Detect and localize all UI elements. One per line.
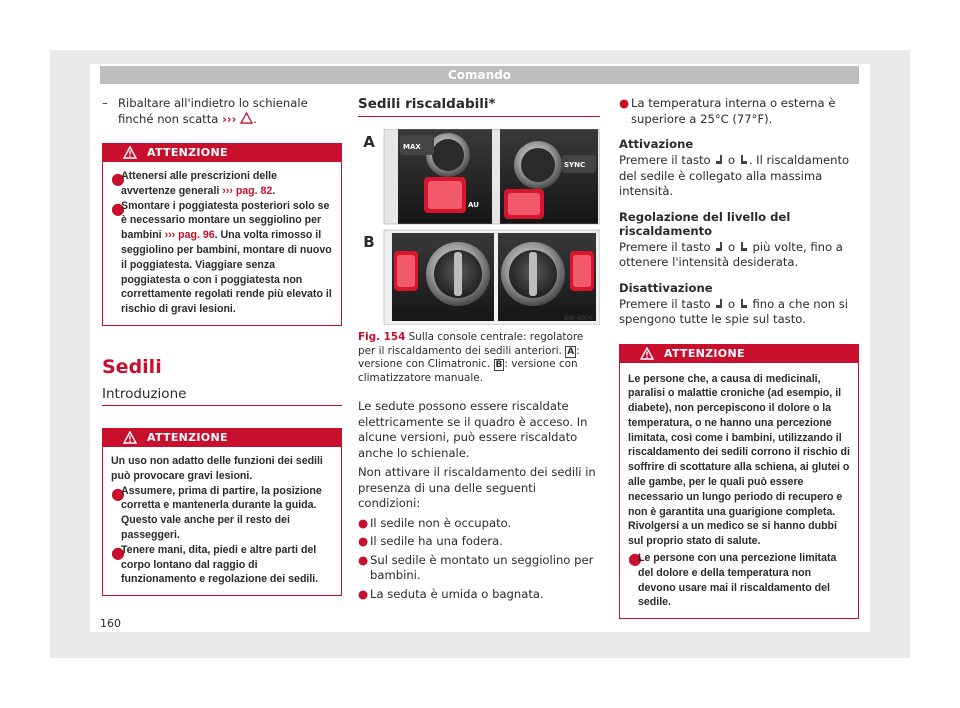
warning-body: Le persone che, a causa di medicinali, paralisi o malattie croniche (ad esempio, il diabete), non percepiscono il dolore o la temperatura, o ne hanno una percezione limitata, così come i bambini, utilizzando il riscaldamento dei sedili corrono il rischio di soffrire di scottature alla schiena, ai glutei o alle gambe, per le quali può essere necessario un lungo periodo di recupero e non è garantita una guarigione completa. Rivolgersi a un medico se si hanno dubbi sul proprio stato di salute. (628, 372, 850, 548)
warning-box-3 (619, 344, 859, 620)
label-sync: SYNC (564, 161, 586, 169)
label-auto: AU (468, 201, 479, 209)
warning-box-2 (102, 428, 342, 596)
subheading-disattivazione: Disattivazione (619, 280, 713, 295)
page-ref-link[interactable]: ››› pag. 82 (222, 184, 273, 197)
warning-bullet: ● Smontare i poggiatesta posteriori solo se è necessario montare un seggiolino per bambini ››› pag. 96. Una volta rimosso il seggiolino per bambini, montare di nuovo il poggiatesta. Viaggiare senza poggiatesta o con i poggiatesta non correttamente regolati rende più elevato il rischio di gravi lesioni. (111, 198, 332, 316)
page-ref-link[interactable]: ››› pag. 96 (164, 229, 215, 242)
seat-heating-right-icon (739, 241, 749, 252)
figure-label-b: B (363, 233, 375, 251)
warning-triangle-icon (640, 347, 654, 360)
list-item: ● Il sedile non è occupato. (358, 515, 512, 530)
list-item: ● Il sedile ha una fodera. (358, 534, 503, 549)
seat-heating-right-icon (739, 298, 749, 309)
warning-header: ATTENZIONE (103, 144, 341, 162)
column-left (102, 96, 342, 596)
page-header: Comando (100, 66, 859, 84)
list-item: ● Sul sedile è montato un seggiolino per bambini. (358, 552, 594, 583)
column-right (619, 96, 859, 619)
figure-caption: Fig. 154 Sulla console centrale: regolatore per il riscaldamento dei sedili anteriori. A : versione con Climatronic. B : versione con climatizzatore manuale. (358, 331, 584, 384)
dash-marker: – (102, 96, 108, 110)
warning-triangle-icon (123, 431, 137, 444)
warning-triangle-icon (123, 146, 137, 159)
column-middle (358, 96, 600, 602)
warning-bullet: ● Attenersi alle prescrizioni delle avvertenze generali ››› pag. 82. (111, 169, 278, 197)
warning-bullet: ● Le persone con una percezione limitata del dolore e della temperatura non devono usare mai il riscaldamento del sedile. (628, 549, 837, 609)
warning-box-1 (102, 143, 342, 326)
paragraph-regolazione: Premere il tasto o più volte, fino a ottenere l'intensità desiderata. (619, 239, 843, 269)
seat-heating-left-icon (714, 241, 724, 252)
paragraph-attivazione: Premere il tasto o . Il riscaldamento del sedile è collegato alla massima intensità. (619, 153, 850, 198)
figure-label-a: A (363, 133, 375, 151)
seat-heating-right-icon (739, 154, 749, 165)
subheading-attivazione: Attivazione (619, 137, 694, 151)
warning-header: ATTENZIONE (103, 429, 341, 447)
subheading-regolazione: Regolazione del livello del riscaldamento (619, 209, 791, 238)
warning-intro: Un uso non adatto delle funzioni dei sedili può provocare gravi lesioni. (111, 454, 323, 482)
seat-heating-left-icon (714, 154, 724, 165)
figure-image (358, 129, 600, 325)
label-max: MAX (403, 143, 421, 151)
ref-arrow[interactable]: ››› (222, 111, 237, 126)
warning-bullet: ● Assumere, prima di partire, la posizione corretta e mantenerla durante la guida. Questo vale anche per il resto dei passeggeri. (111, 483, 322, 541)
warning-bullet: ● Tenere mani, dita, piedi e altre parti del corpo lontano dal raggio di funzionamento e regolazione dei sedili. (111, 542, 319, 586)
dash-item: – Ribaltare all'indietro lo schienale finché non scatta ››› . (102, 96, 308, 126)
figure-code: B6F-0009 (564, 315, 593, 322)
section-title: Sedili riscaldabili* (358, 96, 600, 117)
paragraph-disattivazione: Premere il tasto o fino a che non si spengono tutte le spie sul tasto. (619, 296, 848, 326)
dash-item-text: Ribaltare all'indietro lo schienale finché non scatta (118, 96, 308, 126)
list-item: ● La temperatura interna o esterna è superiore a 25°C (77°F). (619, 96, 836, 126)
page-number: 160 (100, 617, 121, 630)
warning-header: ATTENZIONE (620, 345, 858, 363)
paragraph: Le sedute possono essere riscaldate elettricamente se il quadro è acceso. In alcune versioni, può essere riscaldato anche lo schienale. (358, 399, 588, 460)
list-item: ● La seduta è umida o bagnata. (358, 586, 544, 601)
figure-154 (358, 129, 600, 325)
paragraph: Non attivare il riscaldamento dei sedili in presenza di una delle seguenti condizioni: (358, 465, 596, 511)
subsection-title: Introduzione (102, 386, 342, 406)
warning-triangle-icon (240, 112, 253, 124)
conditions-list (358, 516, 600, 603)
seat-heating-left-icon (714, 298, 724, 309)
section-title: Sedili (102, 355, 162, 378)
